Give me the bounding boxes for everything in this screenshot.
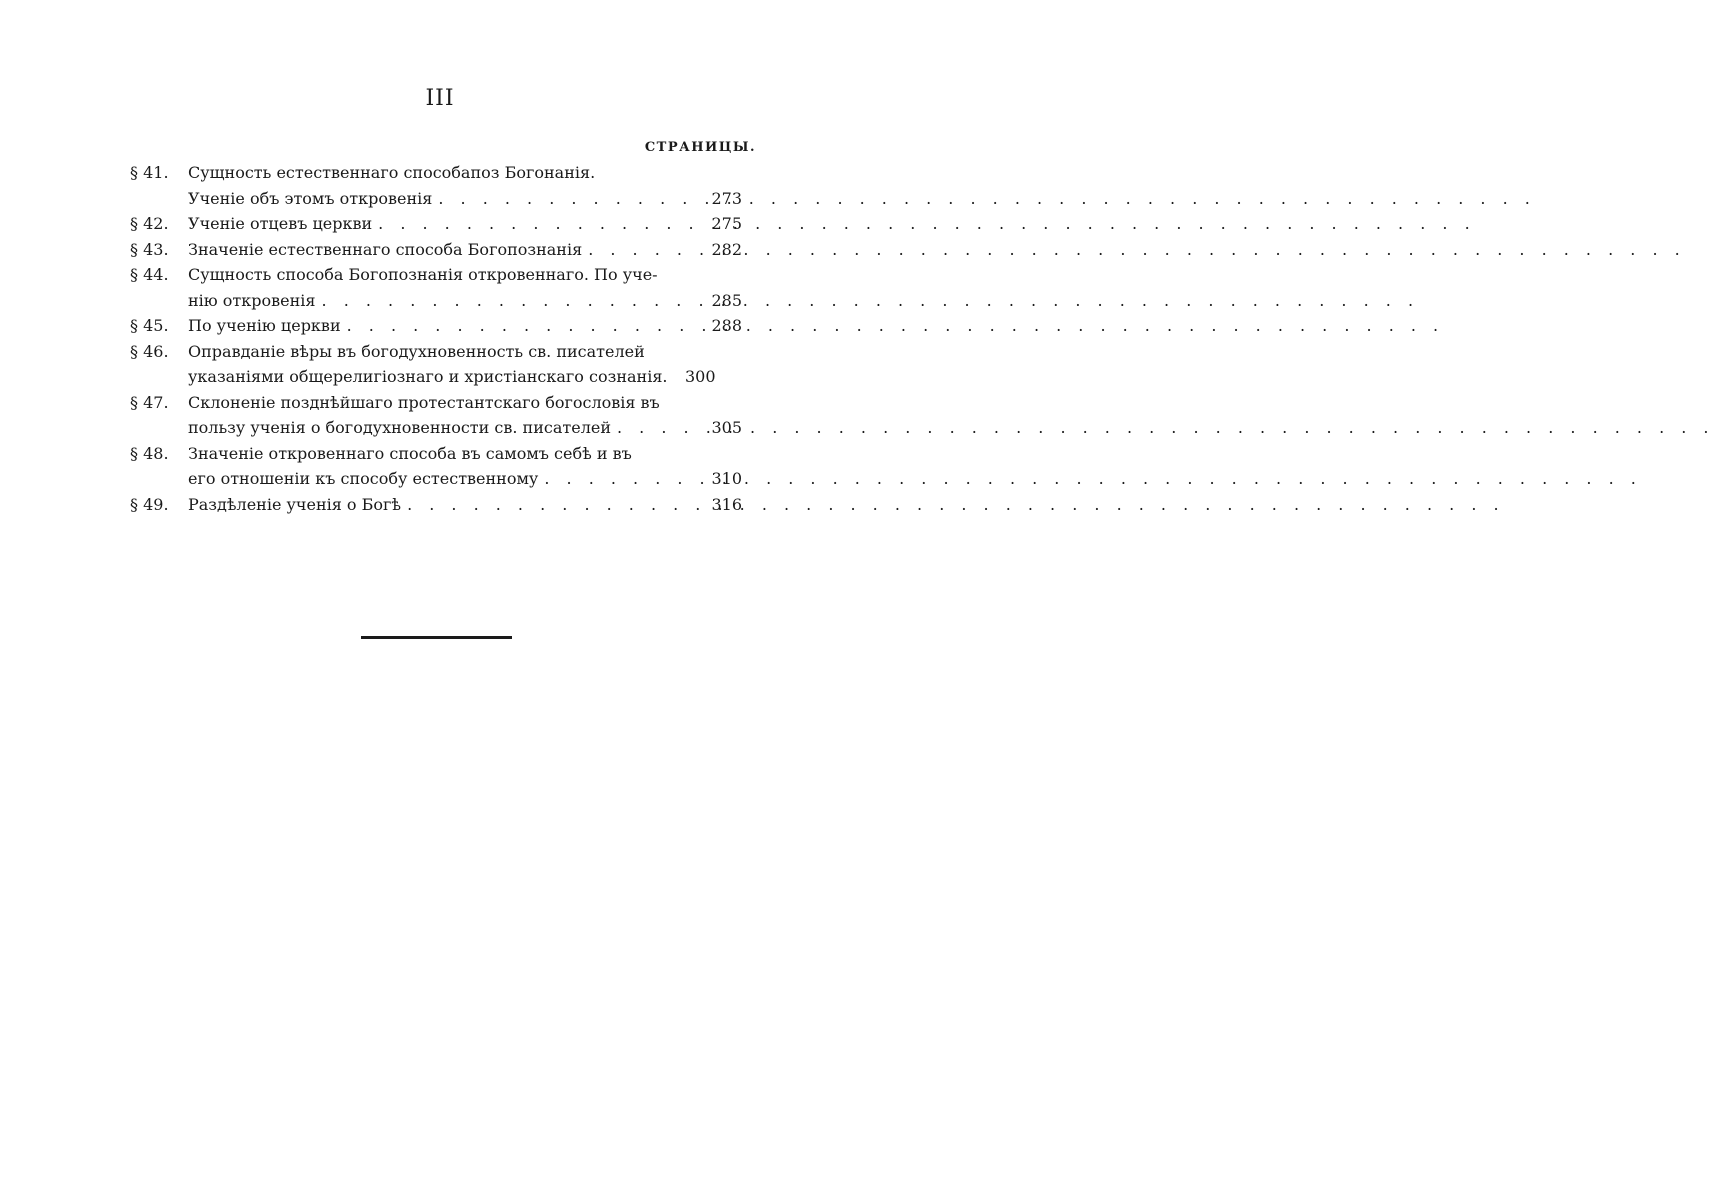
toc-entry — [130, 390, 742, 441]
entry-title: Значеніе откровеннаго способа въ самомъ себѣ и въ — [188, 443, 632, 463]
toc-entry — [130, 492, 742, 518]
dot-leader — [341, 313, 694, 339]
table-of-contents — [130, 160, 742, 517]
entry-title-continued: нію откровенія — [188, 290, 316, 310]
section-number: § 49. — [130, 494, 169, 514]
entry-title-continued: Ученіе объ этомъ откровенія — [188, 188, 433, 208]
entry-title: По ученію церкви — [188, 316, 341, 335]
pages-column-header: СТРАНИЦЫ. — [644, 140, 756, 155]
entry-title: Раздѣленіе ученія о Богѣ — [188, 494, 402, 514]
page-ref: 275 — [711, 214, 742, 233]
page-ref: 273 — [711, 188, 742, 208]
entry-title-continued: указаніями общерелигіознаго и христіанскаго сознанія. — [188, 367, 668, 386]
dot-leader — [538, 466, 694, 492]
section-number: § 42. — [130, 214, 169, 233]
entry-title-continued: пользу ученія о богодухновенности св. писателей — [188, 418, 611, 437]
section-number: § 48. — [130, 443, 169, 463]
toc-entry — [130, 211, 742, 237]
entry-title: Ученіе отцевъ церкви — [188, 214, 373, 233]
section-number: § 47. — [130, 392, 169, 412]
dot-leader — [432, 186, 694, 212]
toc-entry — [130, 313, 742, 339]
section-number: § 43. — [130, 239, 169, 259]
dot-leader — [372, 211, 694, 237]
section-number: § 44. — [130, 265, 169, 284]
page-number: III — [425, 86, 455, 111]
section-number: § 46. — [130, 341, 169, 361]
toc-entry — [130, 339, 742, 390]
horizontal-rule — [361, 636, 512, 639]
toc-entry — [130, 441, 742, 492]
section-number: § 41. — [130, 163, 169, 182]
dot-leader — [401, 492, 694, 518]
entry-title: Сущность естественнаго способапоз Богонанія. — [188, 163, 596, 182]
page-ref: 288 — [711, 316, 742, 335]
entry-title-continued: его отношеніи къ способу естественному — [188, 469, 539, 488]
toc-entry — [130, 237, 742, 263]
page-ref: 285 — [711, 290, 742, 310]
toc-entry — [130, 160, 742, 211]
page-ref: 310 — [711, 469, 742, 488]
toc-entry — [130, 262, 742, 313]
entry-title: Оправданіе вѣры въ богодухновенность св. писателей — [188, 341, 645, 361]
dot-leader — [316, 288, 694, 314]
page-ref: 305 — [711, 418, 742, 437]
dot-leader — [611, 415, 694, 441]
entry-title: Сущность способа Богопознанія откровеннаго. По уче- — [188, 265, 658, 284]
page-ref: 282 — [711, 239, 742, 259]
page-ref: 316 — [711, 494, 742, 514]
entry-title: Значеніе естественнаго способа Богопознанія — [188, 239, 583, 259]
section-number: § 45. — [130, 316, 169, 335]
page-ref: 300 — [684, 367, 716, 386]
dot-leader — [582, 237, 694, 263]
entry-title: Склоненіе позднѣйшаго протестантскаго богословія въ — [188, 392, 660, 412]
